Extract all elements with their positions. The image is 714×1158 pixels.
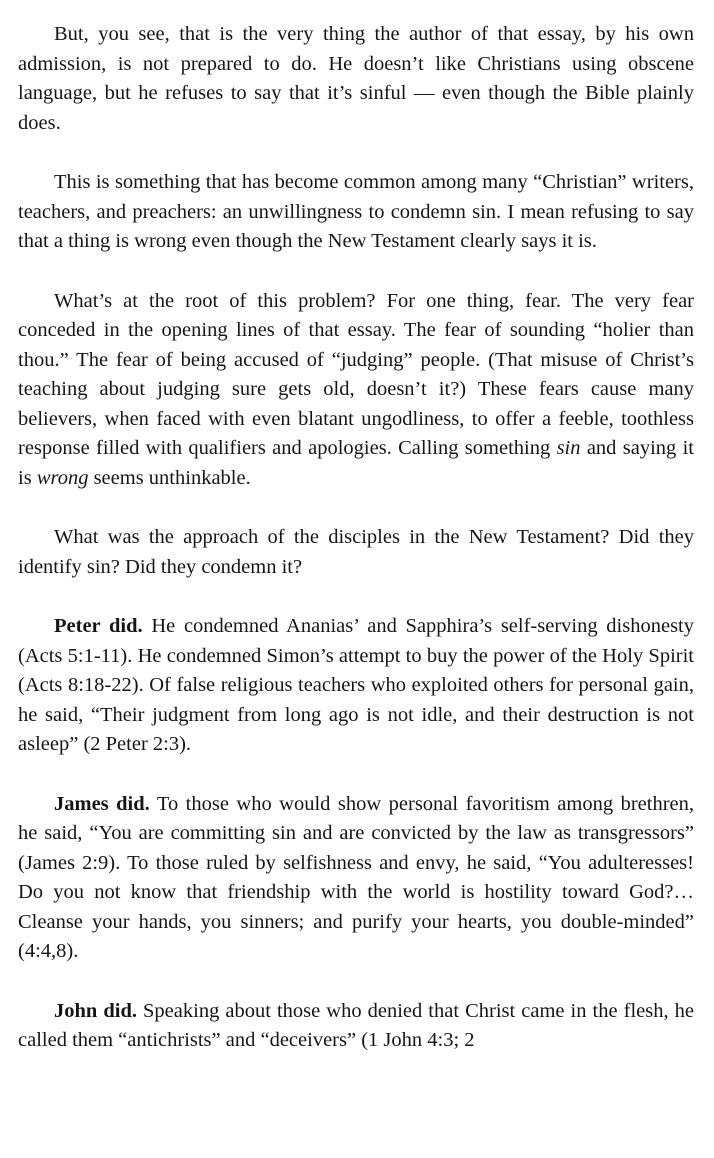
emphasis-sin: sin	[556, 437, 581, 459]
paragraph-root-fear	[18, 287, 694, 494]
document-page	[18, 20, 694, 1086]
paragraph-text: seems unthinkable.	[88, 466, 251, 489]
paragraph-john	[18, 997, 694, 1056]
paragraph-text: To those who would show personal favoritism among brethren, he said, “You are committing sin and are convicted by the law as transgressors” (James 2:9). To those ruled by selfishness and envy, he said, “You adulteresses! Do you not know that friendship with the world is hostility toward God?…Cleanse your hands, you sinners; and purify your hearts, you double-minded” (4:4,8).	[18, 792, 694, 962]
paragraph-text: What’s at the root of this problem? For one thing, fear. The very fear conceded in the opening lines of that essay. The fear of sounding “holier than thou.” The fear of being accused of “judging” people. (That misuse of Christ’s teaching about judging sure gets old, doesn’t it?) These fears cause many believers, when faced with even blatant ungodliness, to offer a feeble, toothless response filled with qualifiers and apologies. Calling something	[18, 289, 694, 459]
emphasis-wrong: wrong	[36, 466, 89, 489]
paragraph-text: This is something that has become common among many “Christian” writers, teachers, and preachers: an unwillingness to condemn sin. I mean refusing to say that a thing is wrong even though the New Testament clearly says it is.	[18, 171, 694, 252]
paragraph-text: He condemned Ananias’ and Sapphira’s self-serving dishonesty (Acts 5:1-11). He condemned Simon’s attempt to buy the power of the Holy Spirit (Acts 8:18-22). Of false religious teachers who exploited others for personal gain, he said, “Their judgment from long ago is not idle, and their destruction is not asleep” (2 Peter 2:3).	[18, 615, 695, 755]
paragraph-text: and saying it is	[18, 437, 695, 489]
paragraph-text: Speaking about those who denied that Christ came in the flesh, he called them “antichrists” and “deceivers” (1 John 4:3; 2	[18, 999, 694, 1051]
paragraph-text: But, you see, that is the very thing the author of that essay, by his own admission, is not prepared to do. He doesn’t like Christians using obscene language, but he refuses to say that it’s sinful — even though the Bible plainly does.	[18, 23, 694, 134]
paragraph-author-admission	[18, 20, 694, 138]
lead-in-james: James did.	[54, 792, 150, 815]
lead-in-john: John did.	[54, 999, 137, 1022]
lead-in-peter: Peter did.	[54, 615, 143, 637]
paragraph-text: What was the approach of the disciples in the New Testament? Did they identify sin? Did they condemn it?	[18, 526, 694, 578]
paragraph-peter	[18, 612, 694, 760]
paragraph-disciples-question	[18, 523, 694, 582]
paragraph-james	[18, 790, 694, 967]
paragraph-unwillingness-to-condemn	[18, 168, 694, 257]
